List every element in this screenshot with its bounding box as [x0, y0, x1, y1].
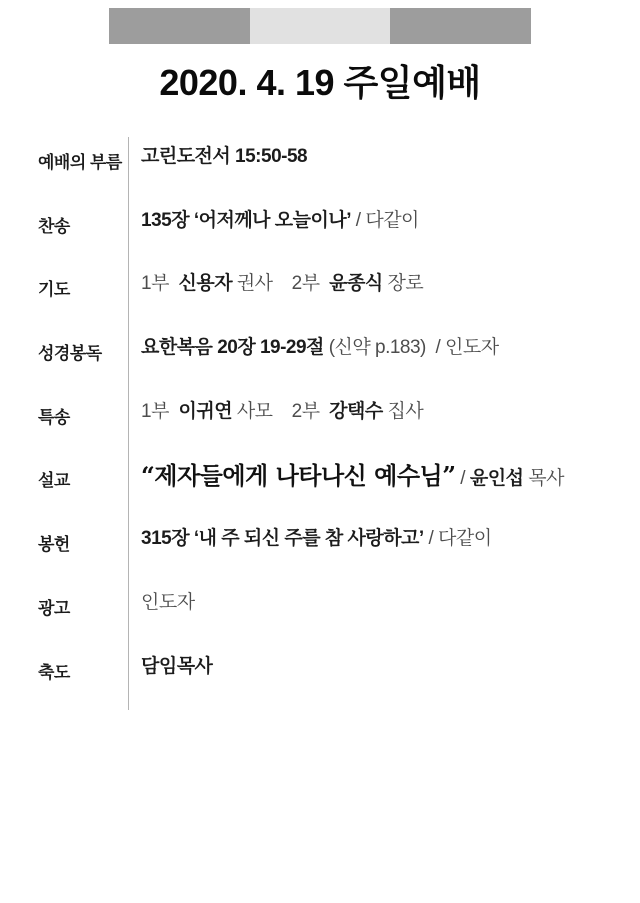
text-segment: 요한복음 20장 19-29절 [141, 337, 324, 359]
row-content [128, 264, 603, 328]
order-row [38, 519, 603, 583]
text-segment: / 다같이 [351, 209, 419, 231]
text-segment: 윤종식 [329, 273, 383, 295]
top-bar-middle-segment [250, 8, 391, 44]
text-segment: 2부 [291, 273, 330, 295]
top-bar-right-segment [390, 8, 531, 44]
text-segment: 신용자 [178, 273, 233, 295]
row-label: 광고 [38, 598, 70, 618]
order-row [38, 392, 603, 456]
row-content [128, 583, 603, 647]
text-segment: “제자들에게 나타나신 예수님” [141, 461, 456, 491]
order-row [38, 328, 603, 392]
text-segment: 집사 [382, 400, 424, 422]
row-label: 성경봉독 [38, 344, 102, 364]
text-segment: 이귀연 [178, 400, 233, 422]
row-content [128, 519, 603, 583]
row-label: 예배의 부름 [38, 153, 122, 172]
row-label: 봉헌 [38, 535, 70, 555]
row-content [128, 328, 603, 392]
text-segment: 2부 [291, 400, 330, 422]
top-bar-left-segment [109, 8, 250, 44]
order-row [38, 583, 603, 647]
row-label: 찬송 [38, 216, 70, 236]
order-row [38, 455, 603, 519]
decorative-top-bar [109, 8, 531, 44]
text-segment: / [455, 468, 470, 490]
row-label: 축도 [38, 662, 70, 682]
text-segment: 강택수 [329, 400, 383, 422]
row-content [128, 137, 603, 201]
text-segment: 목사 [523, 468, 564, 490]
text-segment: 315장 ‘내 주 되신 주를 참 사랑하고’ [141, 528, 424, 550]
text-segment: 권사 [232, 273, 292, 295]
text-segment: 담임목사 [141, 655, 213, 677]
page-title: 2020. 4. 19 주일예배 [159, 62, 481, 103]
text-segment: 장로 [382, 273, 424, 295]
order-row [38, 201, 603, 265]
row-content [128, 392, 603, 456]
order-row [38, 137, 603, 201]
row-label: 특송 [38, 407, 70, 427]
row-content [128, 201, 603, 265]
text-segment: / 다같이 [423, 528, 492, 550]
text-segment: (신약 p.183) / 인도자 [323, 337, 499, 359]
text-segment: 고린도전서 15:50-58 [141, 146, 308, 167]
text-segment: 1부 [141, 273, 179, 295]
text-segment: 135장 ‘어저께나 오늘이나’ [141, 209, 352, 231]
text-segment: 1부 [141, 400, 179, 422]
worship-order-list [38, 137, 603, 710]
text-segment: 사모 [232, 400, 292, 422]
order-row [38, 647, 603, 711]
row-label: 기도 [38, 280, 70, 300]
text-segment: 인도자 [141, 591, 195, 613]
row-content [128, 647, 603, 711]
text-segment: 윤인섭 [469, 468, 524, 490]
row-label: 설교 [38, 471, 70, 491]
order-row [38, 264, 603, 328]
row-content [128, 455, 603, 519]
